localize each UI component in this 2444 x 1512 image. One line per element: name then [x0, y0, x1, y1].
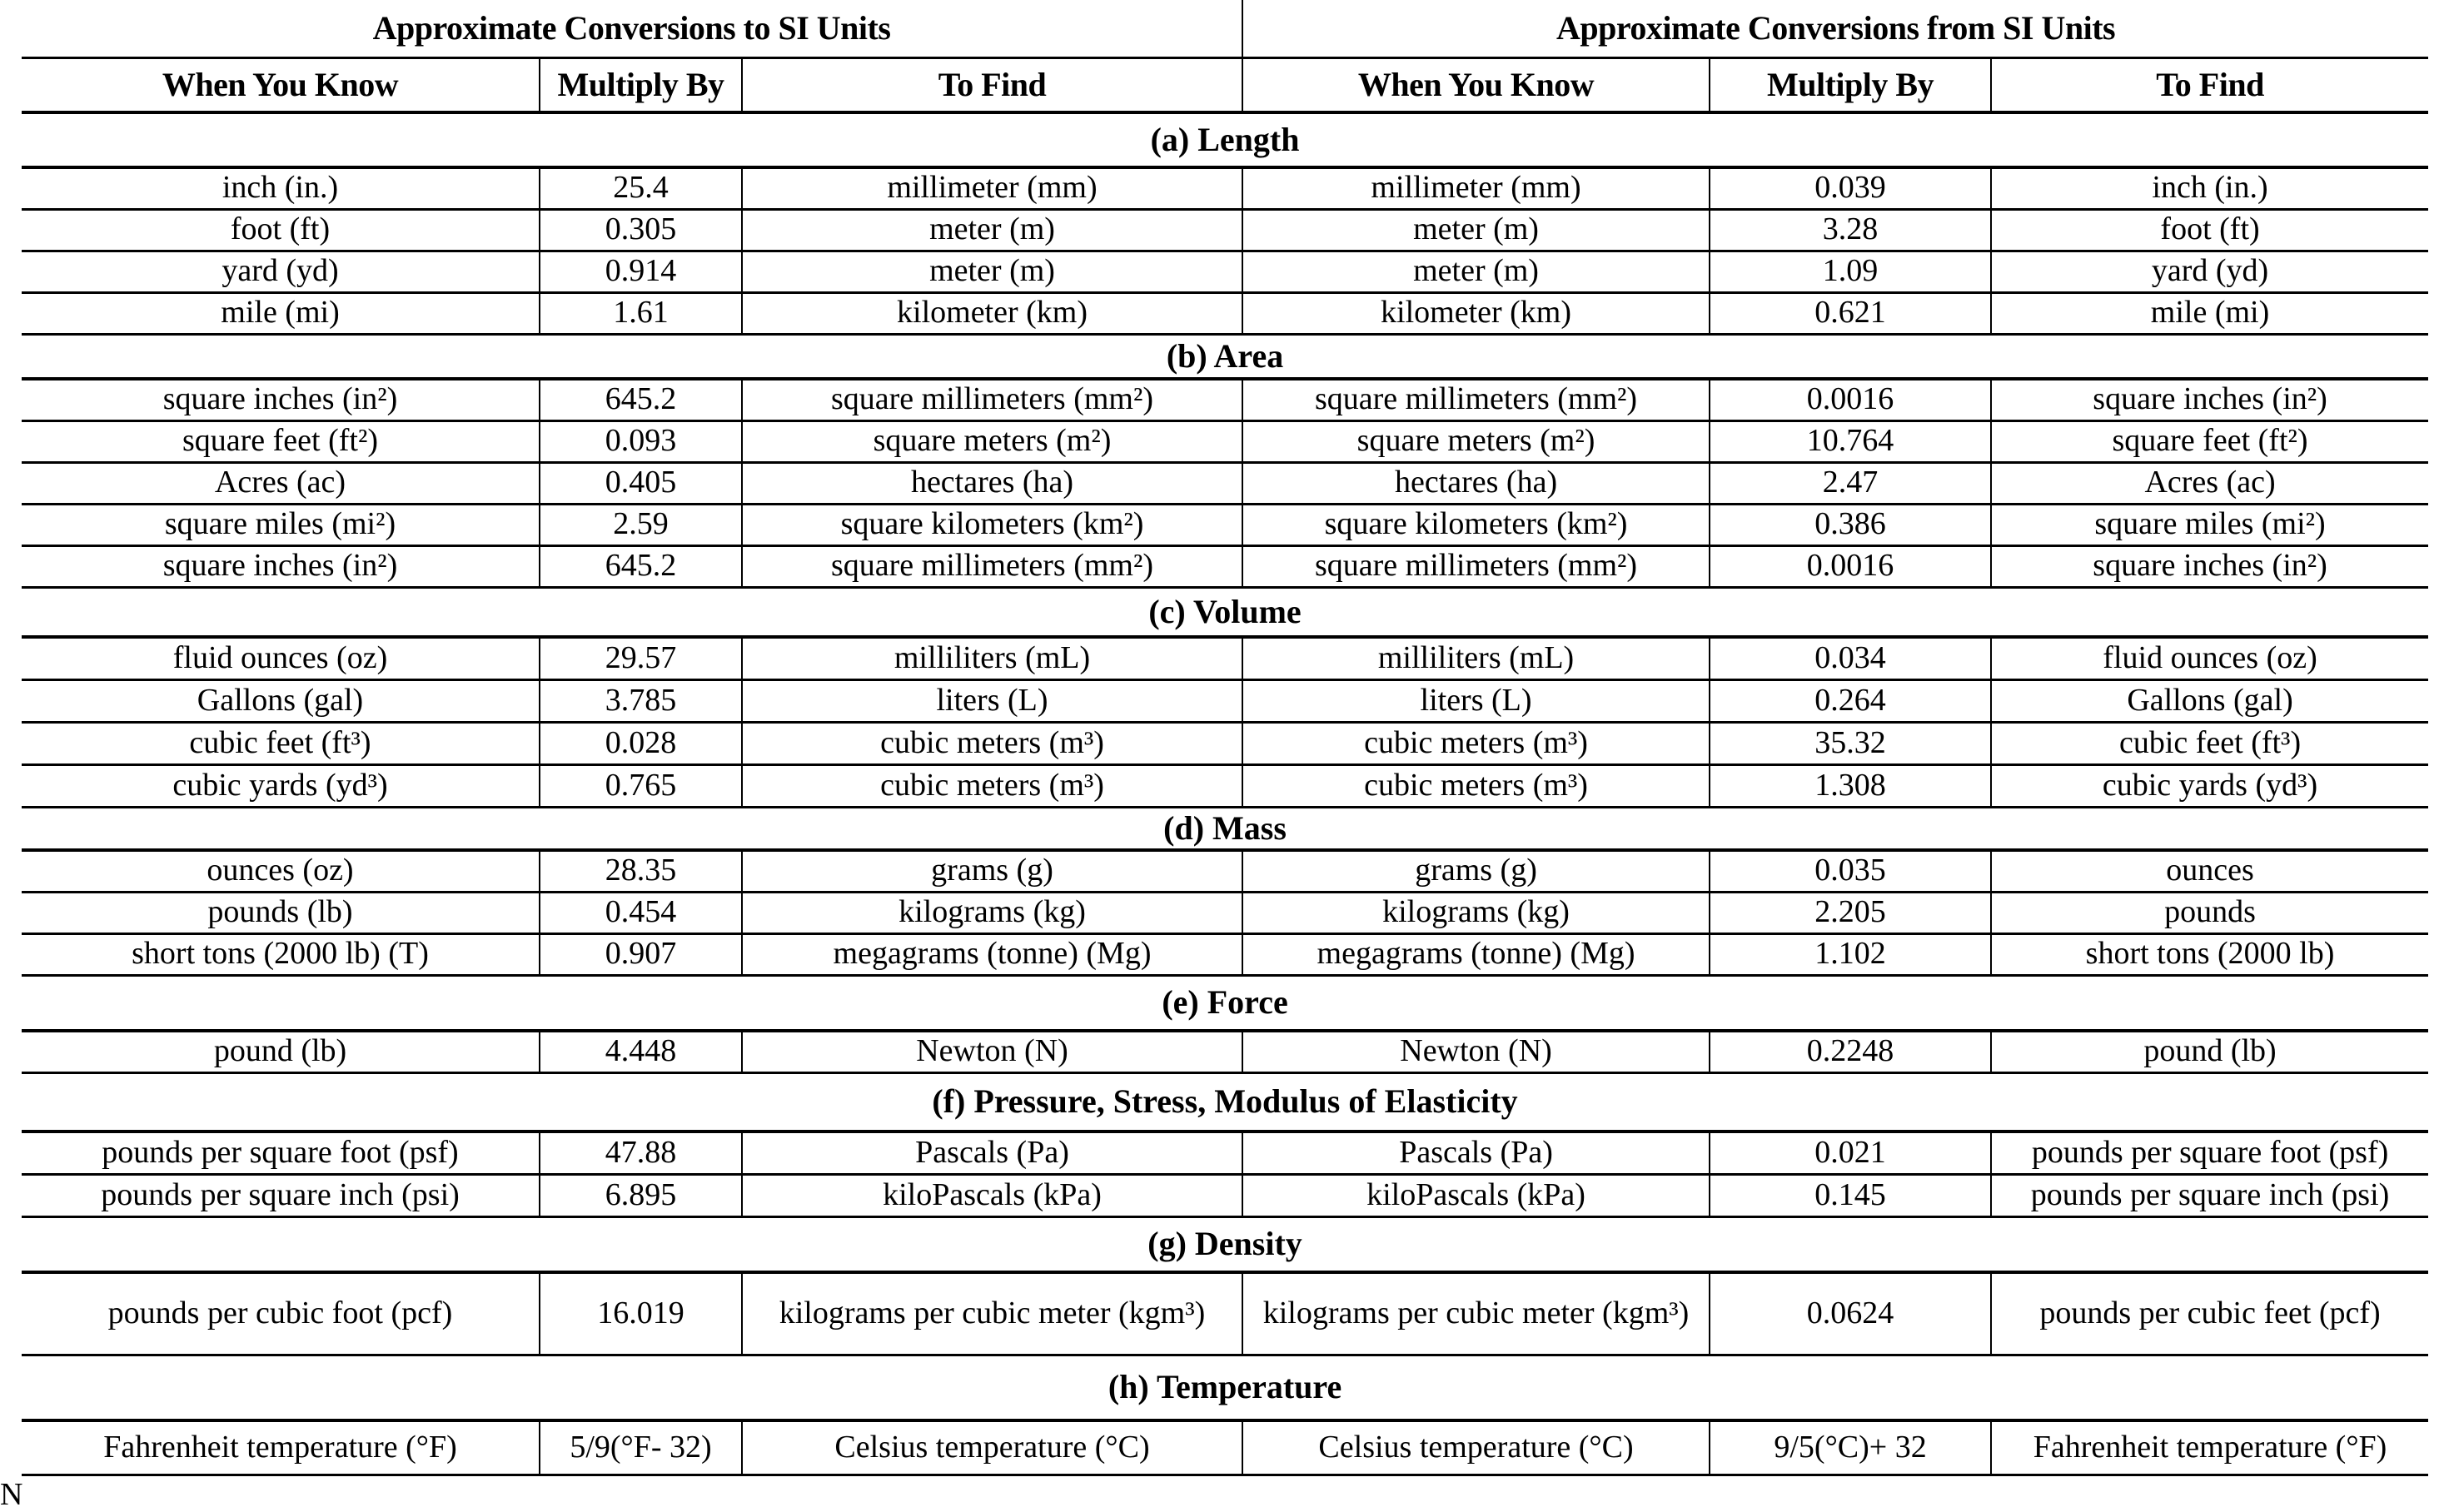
cell-when-you-know: square miles (mi²): [22, 504, 540, 545]
cell-when-you-know: millimeter (mm): [1242, 167, 1710, 209]
cell-when-you-know: Celsius temperature (°C): [1242, 1420, 1710, 1475]
cell-multiply-by: 3.785: [540, 679, 742, 722]
cell-when-you-know: square millimeters (mm²): [1242, 545, 1710, 587]
section-title: (c) Volume: [22, 587, 2428, 637]
cell-when-you-know: square millimeters (mm²): [1242, 379, 1710, 420]
cell-multiply-by: 25.4: [540, 167, 742, 209]
cell-when-you-know: meter (m): [1242, 251, 1710, 292]
cell-when-you-know: cubic meters (m³): [1242, 722, 1710, 764]
cell-multiply-by: 1.61: [540, 292, 742, 334]
cell-multiply-by: 0.0016: [1710, 379, 1991, 420]
cell-multiply-by: 16.019: [540, 1272, 742, 1355]
cell-to-find: yard (yd): [1991, 251, 2428, 292]
cell-to-find: square inches (in²): [1991, 379, 2428, 420]
cell-multiply-by: 1.102: [1710, 933, 1991, 975]
table-row: [22, 462, 2428, 504]
cell-to-find: cubic yards (yd³): [1991, 764, 2428, 807]
cell-when-you-know: milliliters (mL): [1242, 637, 1710, 679]
cell-when-you-know: pound (lb): [22, 1031, 540, 1072]
cell-when-you-know: pounds per cubic foot (pcf): [22, 1272, 540, 1355]
cell-when-you-know: kiloPascals (kPa): [1242, 1174, 1710, 1216]
cell-multiply-by: 10.764: [1710, 420, 1991, 462]
table-row: [22, 933, 2428, 975]
cell-multiply-by: 29.57: [540, 637, 742, 679]
cell-when-you-know: grams (g): [1242, 850, 1710, 892]
cell-multiply-by: 0.035: [1710, 850, 1991, 892]
table-row: [22, 1174, 2428, 1216]
cell-multiply-by: 28.35: [540, 850, 742, 892]
cell-multiply-by: 0.0624: [1710, 1272, 1991, 1355]
section-title: (e) Force: [22, 975, 2428, 1031]
cell-multiply-by: 1.308: [1710, 764, 1991, 807]
cell-when-you-know: meter (m): [1242, 209, 1710, 251]
cell-multiply-by: 645.2: [540, 545, 742, 587]
title-from-si: Approximate Conversions from SI Units: [1242, 0, 2428, 57]
cell-to-find: cubic feet (ft³): [1991, 722, 2428, 764]
cell-when-you-know: Fahrenheit temperature (°F): [22, 1420, 540, 1475]
cell-when-you-know: pounds per square foot (psf): [22, 1132, 540, 1174]
cell-multiply-by: 645.2: [540, 379, 742, 420]
cell-to-find: kilograms per cubic meter (kgm³): [742, 1272, 1242, 1355]
table-row: [22, 892, 2428, 933]
cell-to-find: square millimeters (mm²): [742, 379, 1242, 420]
cell-multiply-by: 0.907: [540, 933, 742, 975]
cell-when-you-know: Pascals (Pa): [1242, 1132, 1710, 1174]
header-when-you-know: When You Know: [1242, 57, 1710, 112]
cell-to-find: cubic meters (m³): [742, 764, 1242, 807]
cell-to-find: square kilometers (km²): [742, 504, 1242, 545]
conversion-table: [22, 0, 2428, 1476]
cell-multiply-by: 0.405: [540, 462, 742, 504]
cell-to-find: Fahrenheit temperature (°F): [1991, 1420, 2428, 1475]
cell-when-you-know: foot (ft): [22, 209, 540, 251]
table-row: [22, 251, 2428, 292]
section-heading-row: [22, 1355, 2428, 1420]
cell-to-find: Gallons (gal): [1991, 679, 2428, 722]
cell-when-you-know: liters (L): [1242, 679, 1710, 722]
cell-when-you-know: cubic yards (yd³): [22, 764, 540, 807]
cell-to-find: Celsius temperature (°C): [742, 1420, 1242, 1475]
cell-when-you-know: square inches (in²): [22, 379, 540, 420]
cell-to-find: inch (in.): [1991, 167, 2428, 209]
table-row: [22, 379, 2428, 420]
cell-multiply-by: 0.765: [540, 764, 742, 807]
cell-when-you-know: megagrams (tonne) (Mg): [1242, 933, 1710, 975]
cell-multiply-by: 0.034: [1710, 637, 1991, 679]
cell-multiply-by: 2.47: [1710, 462, 1991, 504]
table-row: [22, 292, 2428, 334]
cell-when-you-know: kilograms (kg): [1242, 892, 1710, 933]
table-row: [22, 1420, 2428, 1475]
cell-to-find: cubic meters (m³): [742, 722, 1242, 764]
table-row: [22, 504, 2428, 545]
cell-to-find: hectares (ha): [742, 462, 1242, 504]
cell-to-find: foot (ft): [1991, 209, 2428, 251]
cell-multiply-by: 0.2248: [1710, 1031, 1991, 1072]
cell-to-find: pounds per cubic feet (pcf): [1991, 1272, 2428, 1355]
cell-multiply-by: 0.021: [1710, 1132, 1991, 1174]
cell-multiply-by: 0.914: [540, 251, 742, 292]
table-row: [22, 637, 2428, 679]
section-heading-row: [22, 807, 2428, 850]
cell-when-you-know: square meters (m²): [1242, 420, 1710, 462]
cell-multiply-by: 0.093: [540, 420, 742, 462]
cell-when-you-know: pounds (lb): [22, 892, 540, 933]
cell-when-you-know: mile (mi): [22, 292, 540, 334]
cell-multiply-by: 0.264: [1710, 679, 1991, 722]
cell-when-you-know: cubic feet (ft³): [22, 722, 540, 764]
table-row: [22, 1031, 2428, 1072]
cell-when-you-know: kilograms per cubic meter (kgm³): [1242, 1272, 1710, 1355]
cell-to-find: pounds per square foot (psf): [1991, 1132, 2428, 1174]
cell-multiply-by: 6.895: [540, 1174, 742, 1216]
table-row: [22, 167, 2428, 209]
cell-to-find: short tons (2000 lb): [1991, 933, 2428, 975]
cell-when-you-know: yard (yd): [22, 251, 540, 292]
section-title: (a) Length: [22, 112, 2428, 167]
cell-when-you-know: cubic meters (m³): [1242, 764, 1710, 807]
cell-when-you-know: Newton (N): [1242, 1031, 1710, 1072]
table-row: [22, 1272, 2428, 1355]
cell-multiply-by: 0.305: [540, 209, 742, 251]
cell-when-you-know: square inches (in²): [22, 545, 540, 587]
cell-to-find: millimeter (mm): [742, 167, 1242, 209]
cell-to-find: kilometer (km): [742, 292, 1242, 334]
section-heading-row: [22, 334, 2428, 379]
cell-when-you-know: short tons (2000 lb) (T): [22, 933, 540, 975]
section-heading-row: [22, 1072, 2428, 1132]
header-to-find: To Find: [742, 57, 1242, 112]
cell-multiply-by: 0.621: [1710, 292, 1991, 334]
cell-to-find: meter (m): [742, 209, 1242, 251]
header-multiply-by: Multiply By: [1710, 57, 1991, 112]
section-title: (b) Area: [22, 334, 2428, 379]
cell-to-find: square meters (m²): [742, 420, 1242, 462]
cell-multiply-by: 4.448: [540, 1031, 742, 1072]
cell-when-you-know: hectares (ha): [1242, 462, 1710, 504]
table-row: [22, 850, 2428, 892]
cell-to-find: ounces: [1991, 850, 2428, 892]
cell-to-find: pounds: [1991, 892, 2428, 933]
cell-to-find: square feet (ft²): [1991, 420, 2428, 462]
cell-to-find: meter (m): [742, 251, 1242, 292]
cell-when-you-know: square feet (ft²): [22, 420, 540, 462]
cell-to-find: pounds per square inch (psi): [1991, 1174, 2428, 1216]
cell-to-find: kilograms (kg): [742, 892, 1242, 933]
cell-multiply-by: 9/5(°C)+ 32: [1710, 1420, 1991, 1475]
cell-to-find: pound (lb): [1991, 1031, 2428, 1072]
cell-when-you-know: pounds per square inch (psi): [22, 1174, 540, 1216]
cell-multiply-by: 1.09: [1710, 251, 1991, 292]
cell-when-you-know: fluid ounces (oz): [22, 637, 540, 679]
table-row: [22, 209, 2428, 251]
table-row: [22, 722, 2428, 764]
cell-to-find: square millimeters (mm²): [742, 545, 1242, 587]
cell-multiply-by: 0.145: [1710, 1174, 1991, 1216]
section-heading-row: [22, 1216, 2428, 1272]
cell-multiply-by: 47.88: [540, 1132, 742, 1174]
title-to-si: Approximate Conversions to SI Units: [22, 0, 1242, 57]
cell-to-find: Pascals (Pa): [742, 1132, 1242, 1174]
section-title: (g) Density: [22, 1216, 2428, 1272]
section-title: (h) Temperature: [22, 1355, 2428, 1420]
cell-to-find: Acres (ac): [1991, 462, 2428, 504]
cell-when-you-know: Acres (ac): [22, 462, 540, 504]
table-row: [22, 545, 2428, 587]
cell-to-find: fluid ounces (oz): [1991, 637, 2428, 679]
cell-when-you-know: square kilometers (km²): [1242, 504, 1710, 545]
column-header-row: [22, 57, 2428, 112]
cell-multiply-by: 5/9(°F- 32): [540, 1420, 742, 1475]
section-title: (d) Mass: [22, 807, 2428, 850]
cell-when-you-know: ounces (oz): [22, 850, 540, 892]
cell-to-find: Newton (N): [742, 1031, 1242, 1072]
cell-multiply-by: 2.59: [540, 504, 742, 545]
cell-multiply-by: 0.0016: [1710, 545, 1991, 587]
cell-to-find: square miles (mi²): [1991, 504, 2428, 545]
table-row: [22, 764, 2428, 807]
cell-multiply-by: 3.28: [1710, 209, 1991, 251]
cell-when-you-know: kilometer (km): [1242, 292, 1710, 334]
cell-multiply-by: 0.386: [1710, 504, 1991, 545]
header-multiply-by: Multiply By: [540, 57, 742, 112]
header-to-find: To Find: [1991, 57, 2428, 112]
section-title: (f) Pressure, Stress, Modulus of Elasticity: [22, 1072, 2428, 1132]
cell-multiply-by: 0.028: [540, 722, 742, 764]
table-row: [22, 420, 2428, 462]
cell-to-find: kiloPascals (kPa): [742, 1174, 1242, 1216]
table-row: [22, 679, 2428, 722]
cell-to-find: megagrams (tonne) (Mg): [742, 933, 1242, 975]
cell-multiply-by: 2.205: [1710, 892, 1991, 933]
header-when-you-know: When You Know: [22, 57, 540, 112]
cell-to-find: liters (L): [742, 679, 1242, 722]
cell-multiply-by: 35.32: [1710, 722, 1991, 764]
cell-when-you-know: inch (in.): [22, 167, 540, 209]
table-row: [22, 1132, 2428, 1174]
cell-multiply-by: 0.039: [1710, 167, 1991, 209]
section-heading-row: [22, 112, 2428, 167]
cell-to-find: mile (mi): [1991, 292, 2428, 334]
cell-to-find: milliliters (mL): [742, 637, 1242, 679]
cell-multiply-by: 0.454: [540, 892, 742, 933]
section-heading-row: [22, 975, 2428, 1031]
section-heading-row: [22, 587, 2428, 637]
cell-to-find: square inches (in²): [1991, 545, 2428, 587]
cell-to-find: grams (g): [742, 850, 1242, 892]
cell-when-you-know: Gallons (gal): [22, 679, 540, 722]
table-title-row: [22, 0, 2428, 57]
footnote: N: [0, 1477, 23, 1512]
